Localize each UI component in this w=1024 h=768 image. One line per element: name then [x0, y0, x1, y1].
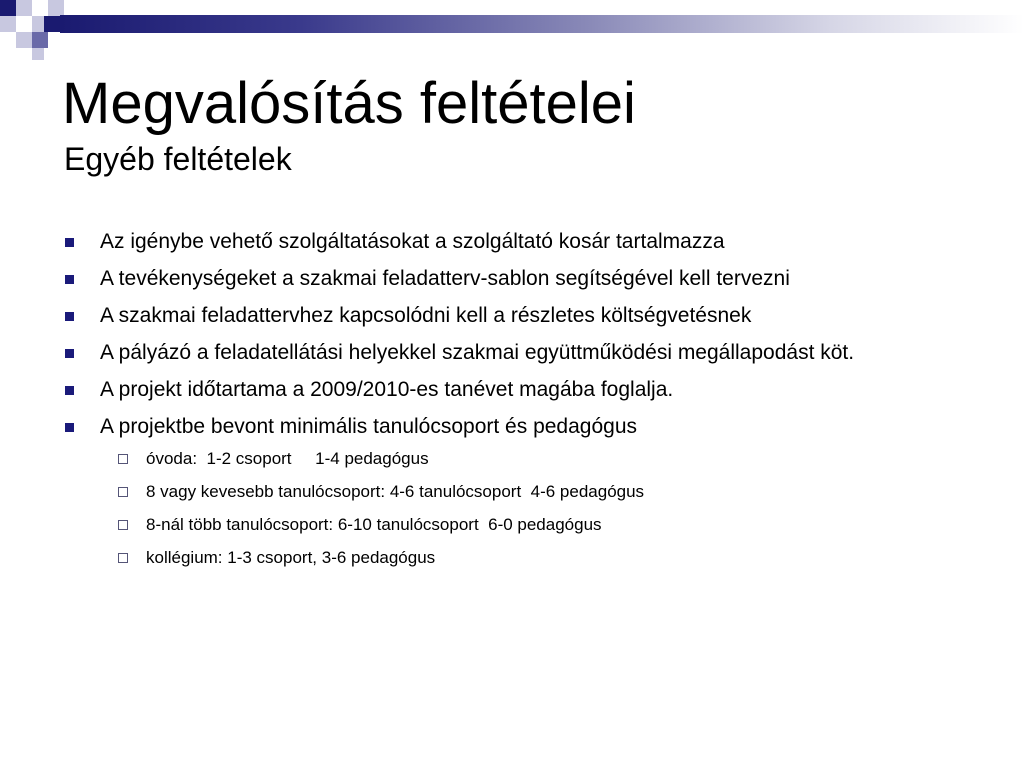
filled-square-icon	[65, 423, 74, 432]
sub-list-item	[100, 513, 1012, 536]
title-block	[62, 72, 1002, 178]
hollow-square-icon	[118, 454, 128, 464]
deco-square	[0, 16, 16, 32]
deco-square	[32, 0, 48, 16]
list-item	[62, 376, 1012, 404]
sub-list-item	[100, 447, 1012, 470]
sub-list-item	[100, 480, 1012, 503]
deco-square	[32, 32, 48, 48]
list-item-text: A pályázó a feladatellátási helyekkel szakmai együttműködési megállapodást köt.	[100, 341, 855, 364]
list-item-text: A projekt időtartama a 2009/2010-es tanévet magába foglalja.	[100, 378, 674, 401]
list-item	[62, 265, 1012, 293]
sub-list-item-text: óvoda: 1-2 csoport 1-4 pedagógus	[146, 449, 429, 468]
sub-list-item-text: 8-nál több tanulócsoport: 6-10 tanulócsoport 6-0 pedagógus	[146, 515, 602, 534]
sub-bullet-list	[100, 447, 1012, 569]
sub-list-item-text: kollégium: 1-3 csoport, 3-6 pedagógus	[146, 548, 436, 567]
filled-square-icon	[65, 386, 74, 395]
hollow-square-icon	[118, 487, 128, 497]
list-item-text: A tevékenységeket a szakmai feladatterv-sablon segítségével kell tervezni	[100, 267, 790, 290]
slide-subtitle: Egyéb feltételek	[64, 141, 292, 177]
filled-square-icon	[65, 349, 74, 358]
list-item-text: Az igénybe vehető szolgáltatásokat a szolgáltató kosár tartalmazza	[100, 230, 725, 253]
filled-square-icon	[65, 312, 74, 321]
hollow-square-icon	[118, 553, 128, 563]
header-gradient-bar	[60, 15, 1024, 33]
list-item-text: A projektbe bevont minimális tanulócsoport és pedagógus	[100, 415, 637, 438]
list-item	[62, 302, 1012, 330]
deco-square	[16, 16, 32, 32]
deco-square	[16, 0, 32, 16]
filled-square-icon	[65, 238, 74, 247]
filled-square-icon	[65, 275, 74, 284]
deco-square	[16, 32, 32, 48]
list-item	[62, 413, 1012, 569]
slide-title: Megvalósítás feltételei	[62, 71, 636, 136]
bullet-list-container	[62, 228, 1012, 579]
deco-square	[44, 16, 60, 32]
sub-list-item-text: 8 vagy kevesebb tanulócsoport: 4-6 tanulócsoport 4-6 pedagógus	[146, 482, 645, 501]
hollow-square-icon	[118, 520, 128, 530]
deco-square	[48, 0, 64, 16]
bullet-list	[62, 228, 1012, 569]
list-item	[62, 339, 1012, 367]
deco-square	[32, 48, 44, 60]
list-item	[62, 228, 1012, 256]
sub-list-item	[100, 546, 1012, 569]
list-item-text: A szakmai feladattervhez kapcsolódni kell a részletes költségvetésnek	[100, 304, 752, 327]
deco-square	[0, 0, 16, 16]
